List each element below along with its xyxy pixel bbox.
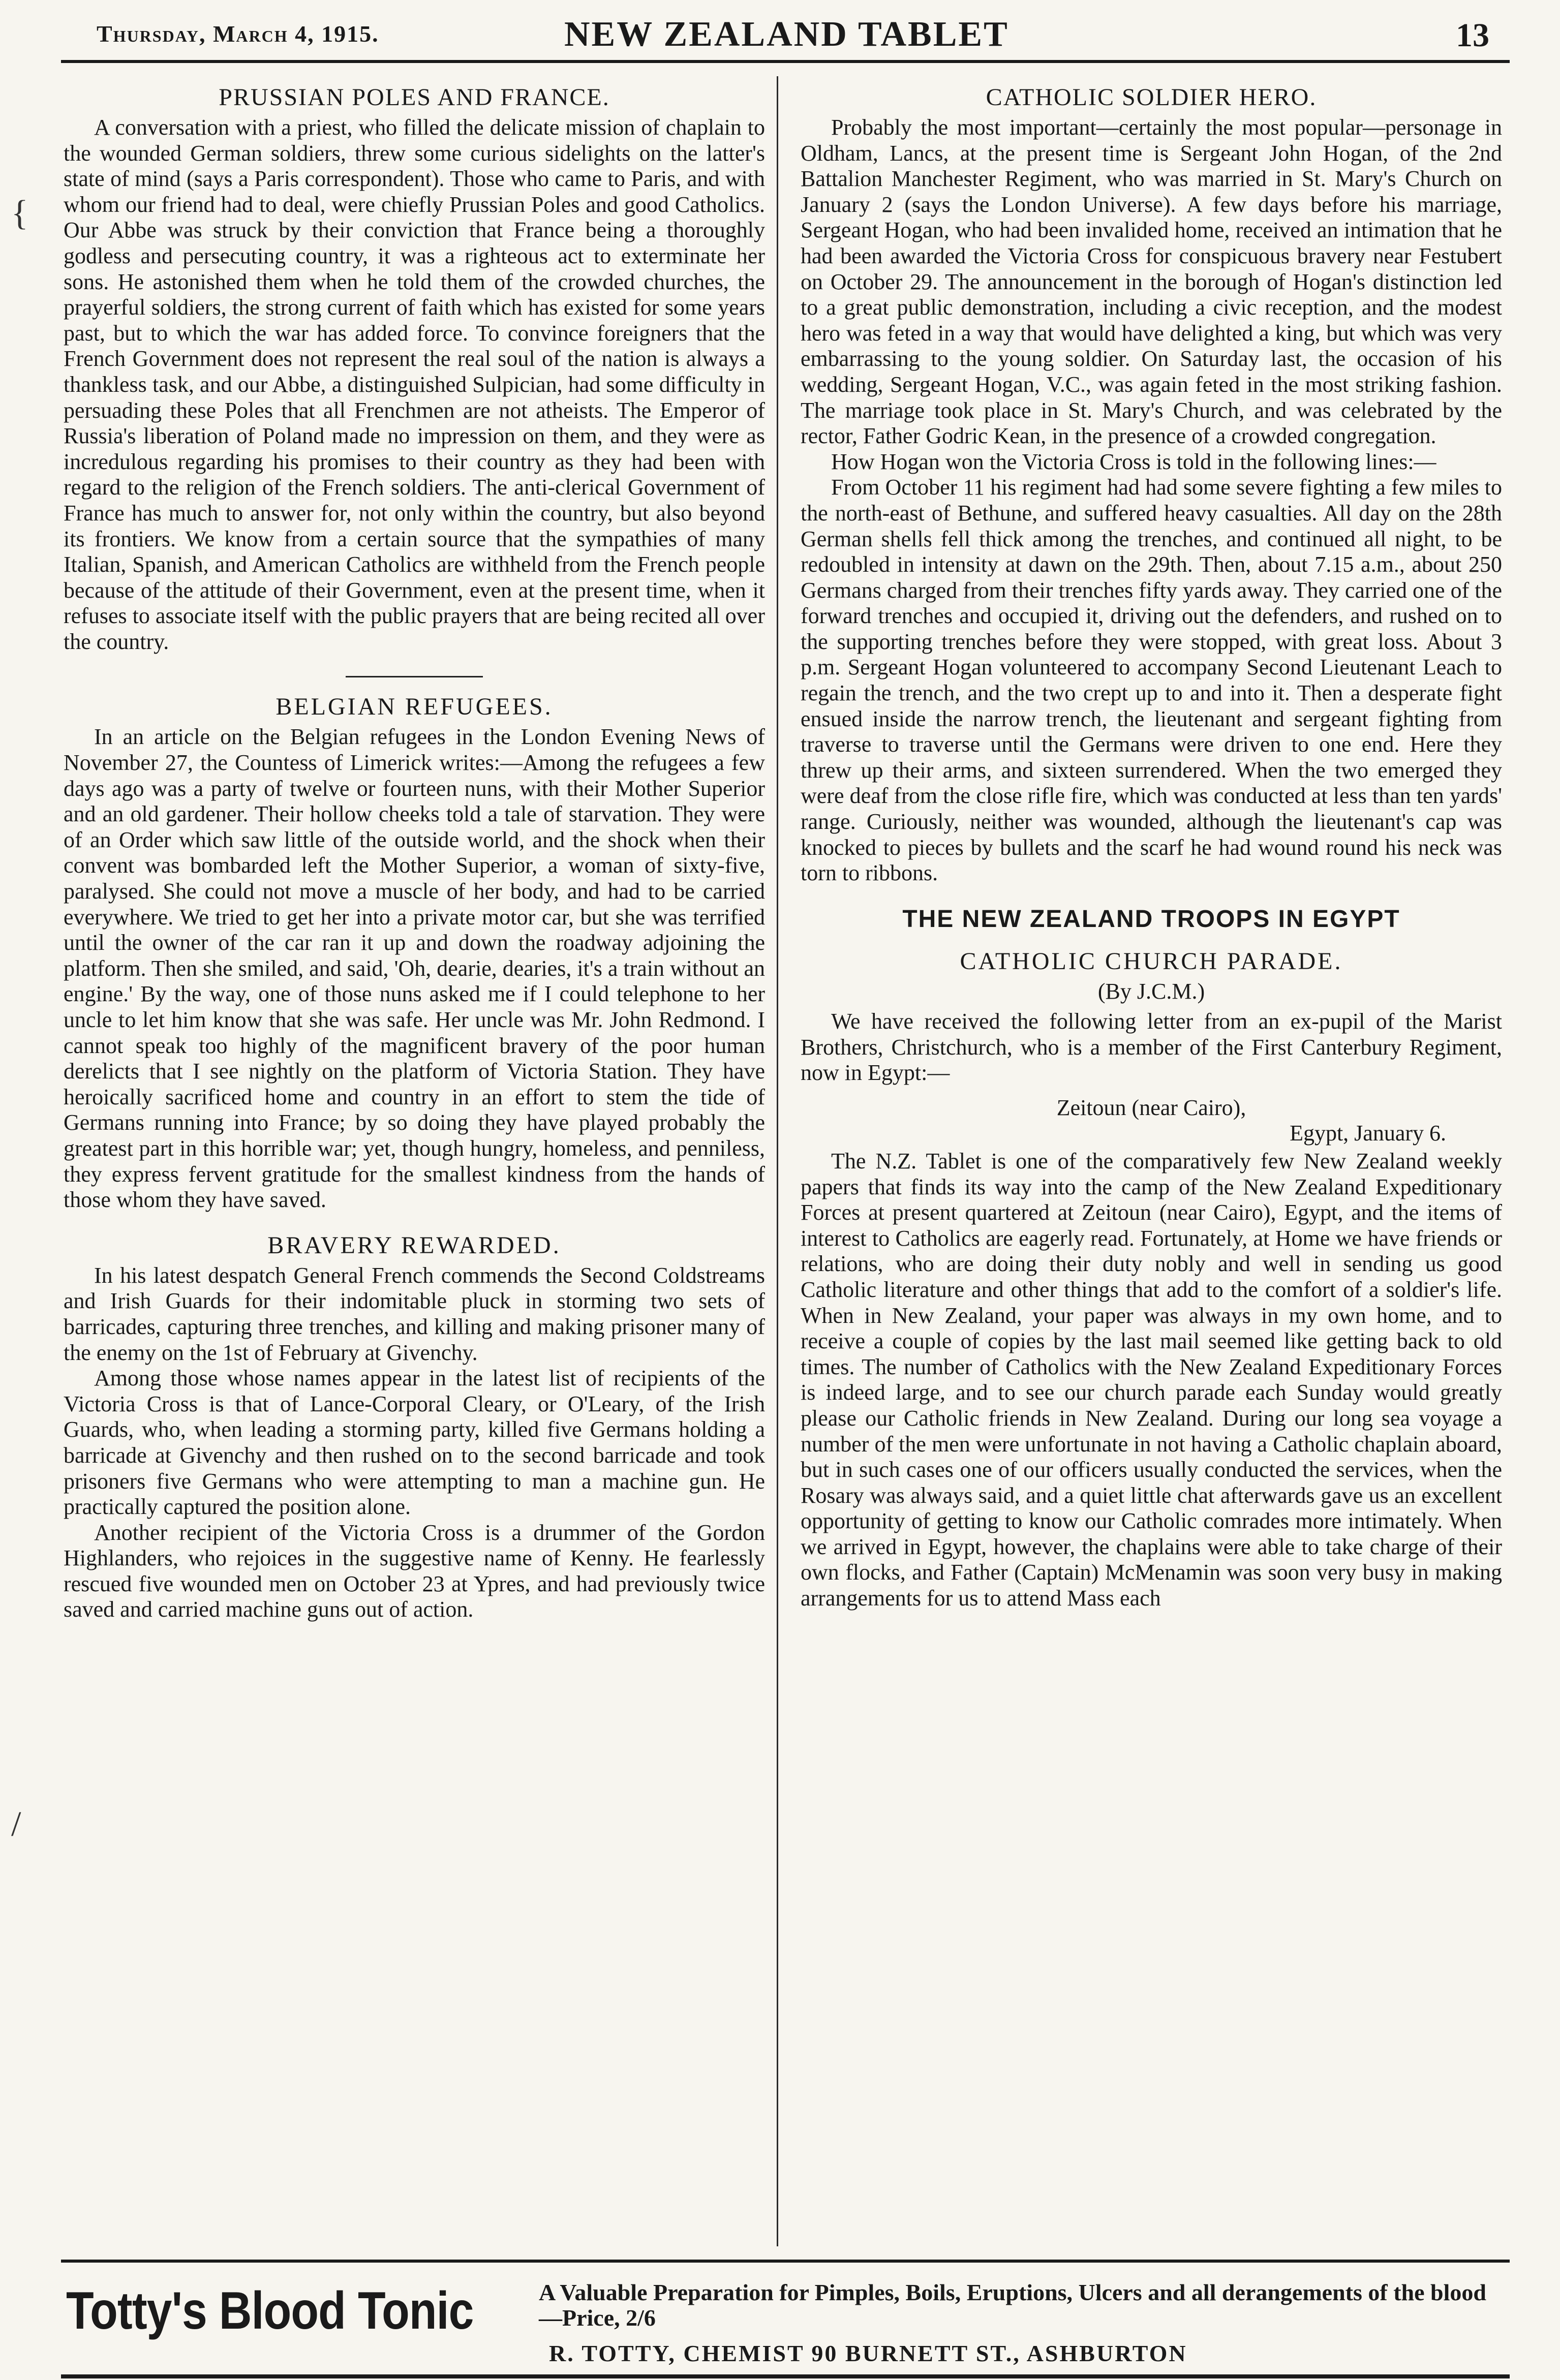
article-paragraph: The N.Z. Tablet is one of the comparatively few New Zealand weekly papers that finds its way into the camp of the New Zealand Expeditionary Forces at present quartered at Zeitoun (near Cairo), Egypt, and the items of interest to Catholics are eagerly read. Fortunately, at Home we have friends or relations, who are doing their duty nobly and well in sending us good Catholic literature and other things that add to the comfort of a soldier's life. When in New Zealand, your paper was always in my own home, and to receive a couple of copies by the last mail seemed like getting back to old times. The number of Catholics with the New Zealand Expeditionary Forces is indeed large, and to see our church parade each Sunday would greatly please our Catholic friends in New Zealand. During our long sea voyage a number of the men were unfortunate in not having a Catholic chaplain aboard, but in such cases one of our officers usually conducted the services, when the Rosary was always said, and a quiet little chat afterwards gave us an excellent opportunity of getting to know our Catholic comrades more intimately. When we arrived in Egypt, however, the chaplains were able to take charge of their own flocks, and Father (Captain) McMenamin was soon very busy in making arrangements for us to attend Mass each bbox=[801, 1148, 1502, 1611]
section-divider bbox=[346, 676, 483, 677]
article-paragraph: Probably the most important—certainly the most popular—personage in Oldham, Lancs, at the present time is Sergeant John Hogan, of the 2nd Battalion Manchester Regiment, who was married in St. Mary's Church on January 2 (says the London Universe). A few days before his marriage, Sergeant Hogan, who had been invalided home, received an intimation that he had been awarded the Victoria Cross for conspicuous bravery near Festubert on October 29. The announcement in the borough of Hogan's distinction led to a great public demonstration, including a civic reception, and the modest hero was feted in a way that would have delighted a king, but which was very embarrassing to the young soldier. On Saturday last, the occasion of his wedding, Sergeant Hogan, V.C., was again feted in the most striking fashion. The marriage took place in St. Mary's Church, and was celebrated by the rector, Father Godric Kean, in the presence of a crowded congregation. bbox=[801, 115, 1502, 449]
left-column bbox=[64, 76, 765, 2246]
article-paragraph: In an article on the Belgian refugees in the London Evening News of November 27, the Countess of Limerick writes:—Among the refugees a few days ago was a party of twelve or fourteen nuns, with their Mother Superior and an old gardener. Their hollow cheeks told a tale of starvation. They were of an Order which saw little of the outside world, and the shock when their convent was bombarded left the Mother Superior, a woman of sixty-five, paralysed. She could not move a muscle of her body, and had to be carried everywhere. We tried to get her into a private motor car, but she was terrified until the owner of the car ran it up and down the roadway adjoining the platform. Then she smiled, and said, 'Oh, dearie, dearies, it's a train without an engine.' By the way, one of those nuns asked me if I could telephone to her uncle to let him know that she was safe. Her uncle was Mr. John Redmond. I cannot speak too highly of the magnificent bravery of the poor human derelicts that I see nightly on the platform of Victoria Station. They have heroically sacrificed home and country in an effort to stem the tide of Germans running into France; by so doing they have played probably the greatest part in this horrible war; yet, though hungry, homeless, and penniless, they express fervent gratitude for the smallest kindness from the hands of those whom they have saved. bbox=[64, 724, 765, 1213]
article-paragraph: A conversation with a priest, who filled the delicate mission of chaplain to the wounded German soldiers, threw some curious sidelights on the latter's state of mind (says a Paris correspondent). Those who came to Paris, and with whom our friend had to deal, were chiefly Prussian Poles and good Catholics. Our Abbe was struck by their conviction that France being a thoroughly godless and persecuting country, it was a righteous act to exterminate her sons. He astonished them when he told them of the crowded churches, the prayerful soldiers, the strong current of faith which has existed for some years past, but to which the war has added force. To convince foreigners that the French Government does not represent the real soul of the nation is always a thankless task, and our Abbe, a distinguished Sulpician, had some difficulty in persuading these Poles that all Frenchmen are not atheists. The Emperor of Russia's liberation of Poland made no impression on them, and they were as incredulous regarding his promises to their country as they had been with regard to the religion of the French soldiers. The anti-clerical Government of France has much to answer for, not only within the country, but also beyond its frontiers. We know from a certain source that the sympathies of many Italian, Spanish, and American Catholics are withheld from the French people because of the attitude of their Government, even at the present time, when it refuses to associate itself with the public prayers that are being recited all over the country. bbox=[64, 115, 765, 654]
article-intro: We have received the following letter from an ex-pupil of the Marist Brothers, Christchurch, who is a member of the First Canterbury Regiment, now in Egypt:— bbox=[801, 1009, 1502, 1086]
article-title: BELGIAN REFUGEES. bbox=[276, 693, 553, 721]
ad-text: A Valuable Preparation for Pimples, Boils, Eruptions, Ulcers and all derangements of the blood—Price, 2/6 bbox=[539, 2279, 1486, 2331]
article-paragraph: From October 11 his regiment had had some severe fighting a few miles to the north-east of Bethune, and suffered heavy casualties. All day on the 28th German shells fell thick among the trenches, and continued all night, to be redoubled in intensity at dawn on the 29th. Then, about 7.15 a.m., about 250 Germans charged from their trenches fifty yards away. They carried one of the forward trenches and occupied it, driving out the defenders, and rushed on to the supporting trenches before they were stopped, with great loss. About 3 p.m. Sergeant Hogan volunteered to accompany Second Lieutenant Leach to regain the trench, and the two crept up to and into it. Then a desperate fight ensued inside the narrow trench, the lieutenant and sergeant fighting from traverse to traverse until the Germans were driven to one end. Here they threw up their arms, and sixteen surrendered. When the two emerged they were deaf from the close rifle fire, which was conducted at less than ten yards' range. Curiously, neither was wounded, although the lieutenant's cap was knocked to pieces by bullets and the scarf he had wound round his neck was torn to ribbons. bbox=[801, 475, 1502, 886]
article-byline: (By J.C.M.) bbox=[1097, 979, 1205, 1004]
letter-date-line: Egypt, January 6. bbox=[1290, 1121, 1446, 1146]
article-paragraph: Among those whose names appear in the latest list of recipients of the Victoria Cross is that of Lance-Corporal Cleary, or O'Leary, of the Irish Guards, who, when leading a storming party, killed five Germans holding a barricade at Givenchy and then rushed on to the second barricade and took prisoners five Germans who were attempting to man a machine gun. He practically captured the position alone. bbox=[64, 1366, 765, 1520]
advertisement-banner bbox=[61, 2260, 1510, 2378]
article-title: PRUSSIAN POLES AND FRANCE. bbox=[219, 84, 610, 111]
article-title: CATHOLIC CHURCH PARADE. bbox=[960, 948, 1343, 975]
article-title: CATHOLIC SOLDIER HERO. bbox=[986, 84, 1317, 111]
section-banner: THE NEW ZEALAND TROOPS IN EGYPT bbox=[902, 905, 1400, 933]
page-number: 13 bbox=[1456, 17, 1489, 54]
article-paragraph: In his latest despatch General French commends the Second Coldstreams and Irish Guards for their indomitable pluck in storming two sets of barricades, capturing three trenches, and killing and making prisoner many of the enemy on the 1st of February at Givenchy. bbox=[64, 1262, 765, 1365]
letter-address-line: Zeitoun (near Cairo), bbox=[1056, 1095, 1246, 1120]
margin-bracket-mark: { bbox=[11, 194, 28, 233]
ad-address: R. TOTTY, CHEMIST 90 BURNETT ST., ASHBURTON bbox=[549, 2340, 1187, 2366]
article-belgian-refugees bbox=[64, 693, 765, 1213]
newspaper-name: NEW ZEALAND TABLET bbox=[564, 15, 1009, 54]
right-column bbox=[801, 76, 1502, 2246]
article-paragraph: How Hogan won the Victoria Cross is told in the following lines:— bbox=[831, 449, 1436, 474]
article-title: BRAVERY REWARDED. bbox=[267, 1231, 561, 1259]
article-prussian-poles bbox=[64, 83, 765, 655]
issue-date: Thursday, March 4, 1915. bbox=[97, 21, 379, 47]
article-church-parade bbox=[801, 947, 1502, 1611]
margin-bracket-mark: / bbox=[11, 1805, 21, 1844]
article-bravery-rewarded bbox=[64, 1231, 765, 1623]
ad-brand-name: Totty's Blood Tonic bbox=[66, 2281, 474, 2340]
article-paragraph: Another recipient of the Victoria Cross is a drummer of the Gordon Highlanders, who rejoices in the suggestive name of Kenny. He fearlessly rescued five wounded men on October 23 at Ypres, and had previously twice saved and carried machine guns out of action. bbox=[64, 1520, 765, 1622]
article-catholic-soldier-hero bbox=[801, 83, 1502, 886]
column-rule bbox=[777, 76, 778, 2246]
masthead bbox=[61, 11, 1510, 63]
